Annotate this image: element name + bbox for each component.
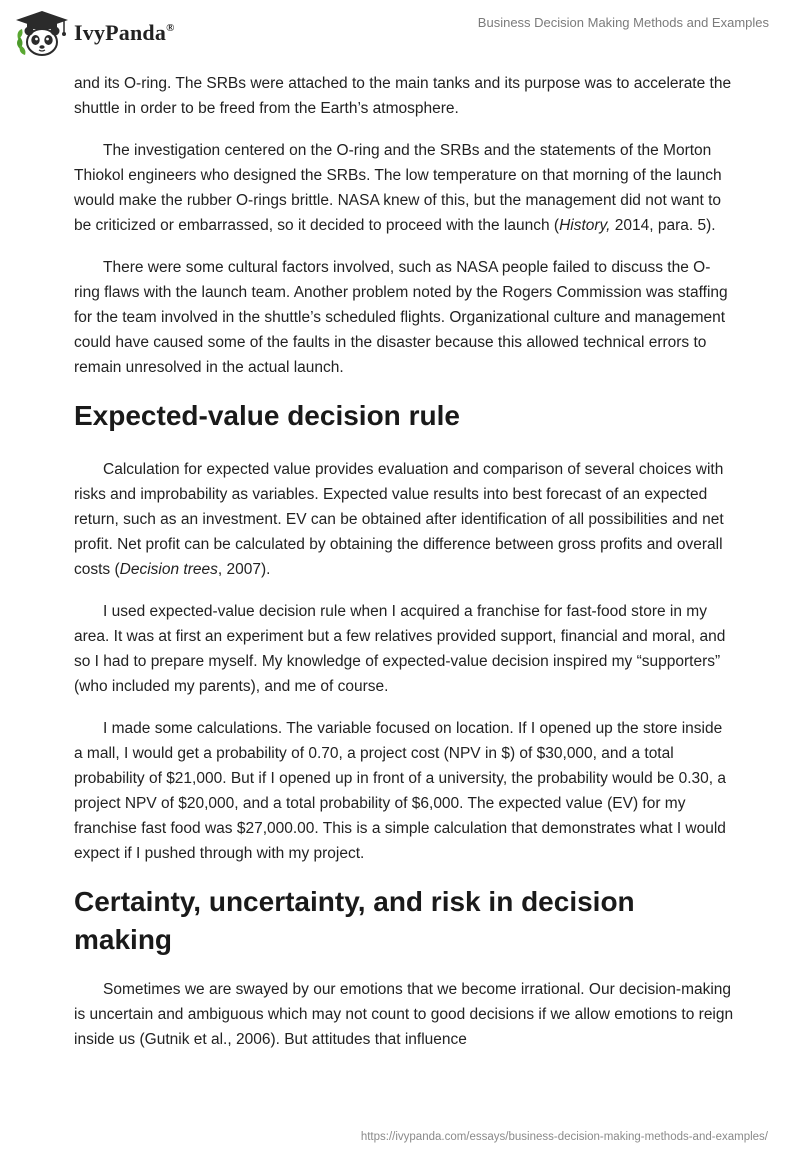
essay-body bbox=[74, 71, 734, 1069]
paragraph-emotions: Sometimes we are swayed by our emotions that we become irrational. Our decision-making is uncertain and ambiguous which may not count to good decisions if we allow emotions to reign inside us (Gutnik et al., 2006). But attitudes that influence bbox=[74, 981, 734, 1048]
brand-logo[interactable] bbox=[14, 9, 175, 57]
paragraph-calculations: I made some calculations. The variable focused on location. If I opened up the store inside a mall, I would get a probability of 0.70, a project cost (NPV in $) of $30,000, and a total probability of $21,000. But if I opened up in front of a university, the probability would be 0.30, a project NPV of $20,000, and a total probability of $6,000. The expected value (EV) for my franchise fast food was $27,000.00. This is a simple calculation that demonstrates what I would expect if I pushed through with my project. bbox=[74, 720, 726, 862]
paragraph-investigation: The investigation centered on the O-ring and the SRBs and the statements of the Morton Thiokol engineers who designed the SRBs. The low temperature on that morning of the launch would make the rubber O-rings brittle. NASA knew of this, but the management did not want to be criticized or embarrassed, so it decided to proceed with the launch (History, 2014, para. 5). bbox=[74, 142, 722, 234]
document-title: Business Decision Making Methods and Examples bbox=[477, 15, 769, 30]
citation-italic: Decision trees bbox=[119, 561, 218, 578]
section-heading-expected-value: Expected-value decision rule bbox=[74, 400, 460, 431]
page-header bbox=[0, 0, 800, 68]
section-heading-certainty: Certainty, uncertainty, and risk in decision making bbox=[74, 886, 635, 955]
citation-italic: History, bbox=[559, 217, 611, 234]
paragraph-continued: and its O-ring. The SRBs were attached to the main tanks and its purpose was to accelerate the shuttle in order to be freed from the Earth’s atmosphere. bbox=[74, 75, 732, 117]
paragraph-cultural-factors: There were some cultural factors involved, such as NASA people failed to discuss the O-ring flaws with the launch team. Another problem noted by the Rogers Commission was staffing for the team involved in the shuttle’s scheduled flights. Organizational culture and management could have caused some of the faults in the disaster because this allowed technical errors to remain unresolved in the actual launch. bbox=[74, 259, 728, 376]
source-url[interactable]: https://ivypanda.com/essays/business-decision-making-methods-and-examples/ bbox=[360, 1131, 768, 1143]
paragraph-ev-calculation: Calculation for expected value provides evaluation and comparison of several choices with risks and improbability as variables. Expected value results into best forecast of an expected return, such as an investment. EV can be obtained after identification of all possibilities and net profit. Net profit can be calculated by obtaining the difference between gross profits and overall costs (Decision trees, 2007). bbox=[74, 461, 724, 578]
brand-name: IvyPanda® bbox=[74, 20, 175, 45]
panda-graduate-icon bbox=[14, 9, 70, 57]
paragraph-franchise: I used expected-value decision rule when I acquired a franchise for fast-food store in my area. It was at first an experiment but a few relatives provided support, financial and moral, and so I had to prepare myself. My knowledge of expected-value decision inspired my “supporters” (who included my parents), and me of course. bbox=[74, 603, 726, 695]
